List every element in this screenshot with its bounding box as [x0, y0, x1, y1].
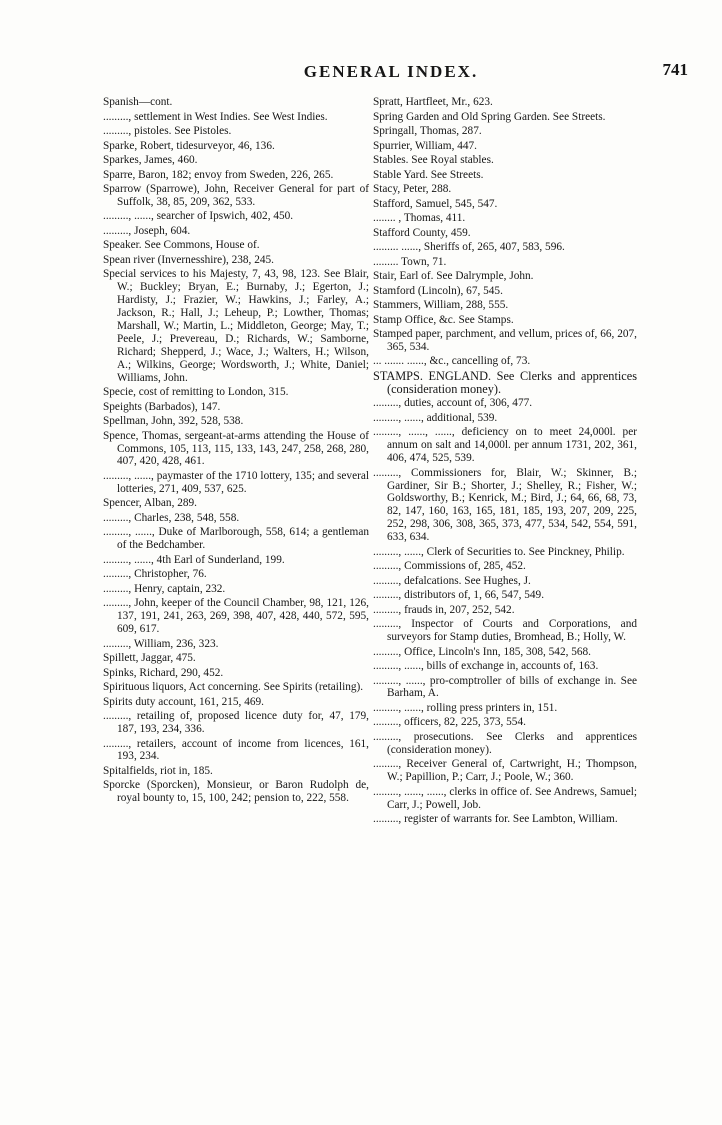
index-entry: ........., defalcations. See Hughes, J.	[373, 574, 531, 587]
index-entry: ........., settlement in West Indies. See West Indies.	[103, 110, 328, 123]
index-entry: Spean river (Invernesshire), 238, 245.	[103, 253, 274, 266]
index-entry: ........ , Thomas, 411.	[373, 212, 466, 224]
index-entry: ........., ......, pro-comptroller of bills of exchange in. See Barham, A.	[373, 674, 637, 700]
index-entry: ........., Office, Lincoln's Inn, 185, 308, 542, 568.	[373, 645, 592, 658]
index-entry: ........., Receiver General of, Cartwright, H.; Thompson, W.; Papillion, P.; Carr, J.; Poole, W.; 360.	[373, 758, 637, 784]
index-entry: ........., ......, ......, clerks in office of. See Andrews, Samuel; Carr, J.; Powell, Job.	[373, 785, 637, 811]
index-entry: Spence, Thomas, sergeant-at-arms attending the House of Commons, 105, 113, 115, 133, 143, 247, 258, 268, 280, 407, 420, 428, 461.	[103, 429, 369, 468]
index-entry: Sporcke (Sporcken), Monsieur, or Baron Rudolph de, royal bounty to, 15, 100, 242; pension to, 222, 558.	[103, 779, 369, 805]
index-entry: ........., Commissioners for, Blair, W.; Skinner, B.; Gardiner, Sir B.; Shorter, J.; Shelley, R.; Fisher, W.; Goldsworthy, B.; Kenrick, M.; Bird, J.; 64, 66, 68, 73, 82, 147, 160, 163, 165, 181, 185, 193, 207, 209, 225, 252, 298, 306, 308, 365, 373, 477, 534, 542, 554, 591, 633, 634.	[373, 466, 637, 544]
index-entry: Spratt, Hartfleet, Mr., 623.	[373, 96, 493, 108]
index-entry: Stair, Earl of. See Dalrymple, John.	[373, 270, 534, 282]
index-entry: Spellman, John, 392, 528, 538.	[103, 415, 244, 428]
index-entry: Stamped paper, parchment, and vellum, prices of, 66, 207, 365, 534.	[373, 328, 637, 353]
index-entry: ........., register of warrants for. See Lambton, William.	[373, 813, 618, 826]
index-entry: Spencer, Alban, 289.	[103, 497, 197, 510]
index-entry: ........., John, keeper of the Council Chamber, 98, 121, 126, 137, 191, 241, 263, 269, 398, 407, 428, 440, 572, 595, 609, 617.	[103, 597, 369, 636]
index-entry: ........., retailing of, proposed licence duty for, 47, 179, 187, 193, 234, 336.	[103, 710, 369, 735]
index-entry: ........., frauds in, 207, 252, 542.	[373, 603, 515, 616]
index-entry: Sparrow (Sparrowe), John, Receiver General for part of Suffolk, 38, 85, 209, 362, 533.	[103, 183, 369, 208]
index-entry: Stables. See Royal stables.	[373, 154, 494, 166]
index-entry: Stable Yard. See Streets.	[373, 168, 484, 181]
index-entry: Sparkes, James, 460.	[103, 154, 198, 166]
index-entry: ........., Joseph, 604.	[103, 224, 191, 237]
index-entry: Special services to his Majesty, 7, 43, 98, 123. See Blair, W.; Buckley; Bryan, E.; Burnaby, J.; Egerton, J.; Hardisty, J.; Frazier, W.; Hawkins, J.; Farley, A.; Jackson, R.; Hall, J.; Leheup, P.; Lowther, Thomas; Marshall, W.; Martin, L.; Middleton, George; May, T.; Peele, J.; Prevereau, D.; Richards, W.; Samborne, Richard; Shepperd, J.; Wace, J.; Walters, H.; Wilson, A.; Wilkins, George; Wordsworth, J.; White, Daniel; Williams, John.	[103, 268, 369, 384]
index-entry: Stammers, William, 288, 555.	[373, 299, 509, 311]
index-entry: Stamford (Lincoln), 67, 545.	[373, 284, 503, 297]
index-entry: Stafford, Samuel, 545, 547.	[373, 197, 498, 210]
index-entry: STAMPS. ENGLAND. See Clerks and apprentices (consideration money).	[373, 368, 637, 396]
index-entry: Stamp Office, &c. See Stamps.	[373, 313, 514, 326]
index-entry: ........., Charles, 238, 548, 558.	[103, 511, 240, 524]
left-index-column	[103, 96, 369, 807]
index-entry: ........., pistoles. See Pistoles.	[103, 125, 232, 137]
index-entry: ........., ......, bills of exchange in, accounts of, 163.	[373, 660, 599, 673]
index-entry: Stafford County, 459.	[373, 226, 471, 239]
index-entry: Spirituous liquors, Act concerning. See Spirits (retailing).	[103, 681, 364, 694]
index-entry: ........., ......, Clerk of Securities to. See Pinckney, Philip.	[373, 545, 625, 558]
index-entry: Speights (Barbados), 147.	[103, 400, 221, 413]
index-entry: ........., officers, 82, 225, 373, 554.	[373, 716, 526, 729]
index-entry: Spring Garden and Old Spring Garden. See Streets.	[373, 110, 606, 123]
index-entry: ........., Henry, captain, 232.	[103, 582, 226, 595]
index-entry: Spinks, Richard, 290, 452.	[103, 666, 224, 679]
index-entry: ........., ......, paymaster of the 1710 lottery, 135; and several lotteries, 271, 409, 537, 625.	[103, 469, 369, 495]
index-entry: ........., William, 236, 323.	[103, 637, 219, 650]
index-entry: Spanish—cont.	[103, 96, 173, 108]
index-entry: ........., ......, searcher of Ipswich, 402, 450.	[103, 210, 294, 223]
index-entry: Spirits duty account, 161, 215, 469.	[103, 695, 264, 708]
page-title: GENERAL INDEX.	[303, 62, 479, 81]
index-entry: ........., distributors of, 1, 66, 547, 549.	[373, 589, 545, 602]
index-entry: Spillett, Jaggar, 475.	[103, 652, 196, 665]
index-entry: ......... ......, Sheriffs of, 265, 407, 583, 596.	[373, 241, 565, 253]
index-entry: ........., ......, ......, deficiency on to meet 24,000l. per annum on salt and 14,000l. per annum 1731, 202, 361, 406, 474, 525, 539.	[373, 426, 637, 465]
index-entry: ........., ......, additional, 539.	[373, 411, 498, 424]
right-index-column	[373, 96, 637, 828]
index-entry: ........., ......, rolling press printers in, 151.	[373, 701, 558, 714]
index-entry: Stacy, Peter, 288.	[373, 183, 452, 195]
index-entry: Speaker. See Commons, House of.	[103, 239, 260, 252]
index-entry: ........., ......, 4th Earl of Sunderland, 199.	[103, 553, 285, 566]
index-entry: Specie, cost of remitting to London, 315.	[103, 386, 289, 399]
page-header	[100, 60, 688, 86]
index-entry: Sparre, Baron, 182; envoy from Sweden, 226, 265.	[103, 168, 334, 181]
index-entry: ........., duties, account of, 306, 477.	[373, 397, 533, 410]
index-entry: ........., prosecutions. See Clerks and apprentices (consideration money).	[373, 730, 637, 756]
index-entry: ........., ......, Duke of Marlborough, 558, 614; a gentleman of the Bedchamber.	[103, 526, 369, 552]
index-entry: Spurrier, William, 447.	[373, 139, 477, 152]
page-number: 741	[662, 60, 688, 79]
index-entry: Spitalfields, riot in, 185.	[103, 764, 213, 777]
index-entry: ........., Inspector of Courts and Corporations, and surveyors for Stamp duties, Bromhead, B.; Holly, W.	[373, 618, 637, 644]
index-entry: ........., retailers, account of income from licences, 161, 193, 234.	[103, 737, 369, 763]
index-entry: Springall, Thomas, 287.	[373, 125, 482, 137]
index-entry: ......... Town, 71.	[373, 255, 447, 268]
index-entry: ........., Christopher, 76.	[103, 568, 207, 581]
index-entry: ........., Commissions of, 285, 452.	[373, 560, 526, 573]
index-entry: Sparke, Robert, tidesurveyor, 46, 136.	[103, 139, 275, 152]
index-entry: ... ....... ......, &c., cancelling of, 73.	[373, 355, 531, 368]
